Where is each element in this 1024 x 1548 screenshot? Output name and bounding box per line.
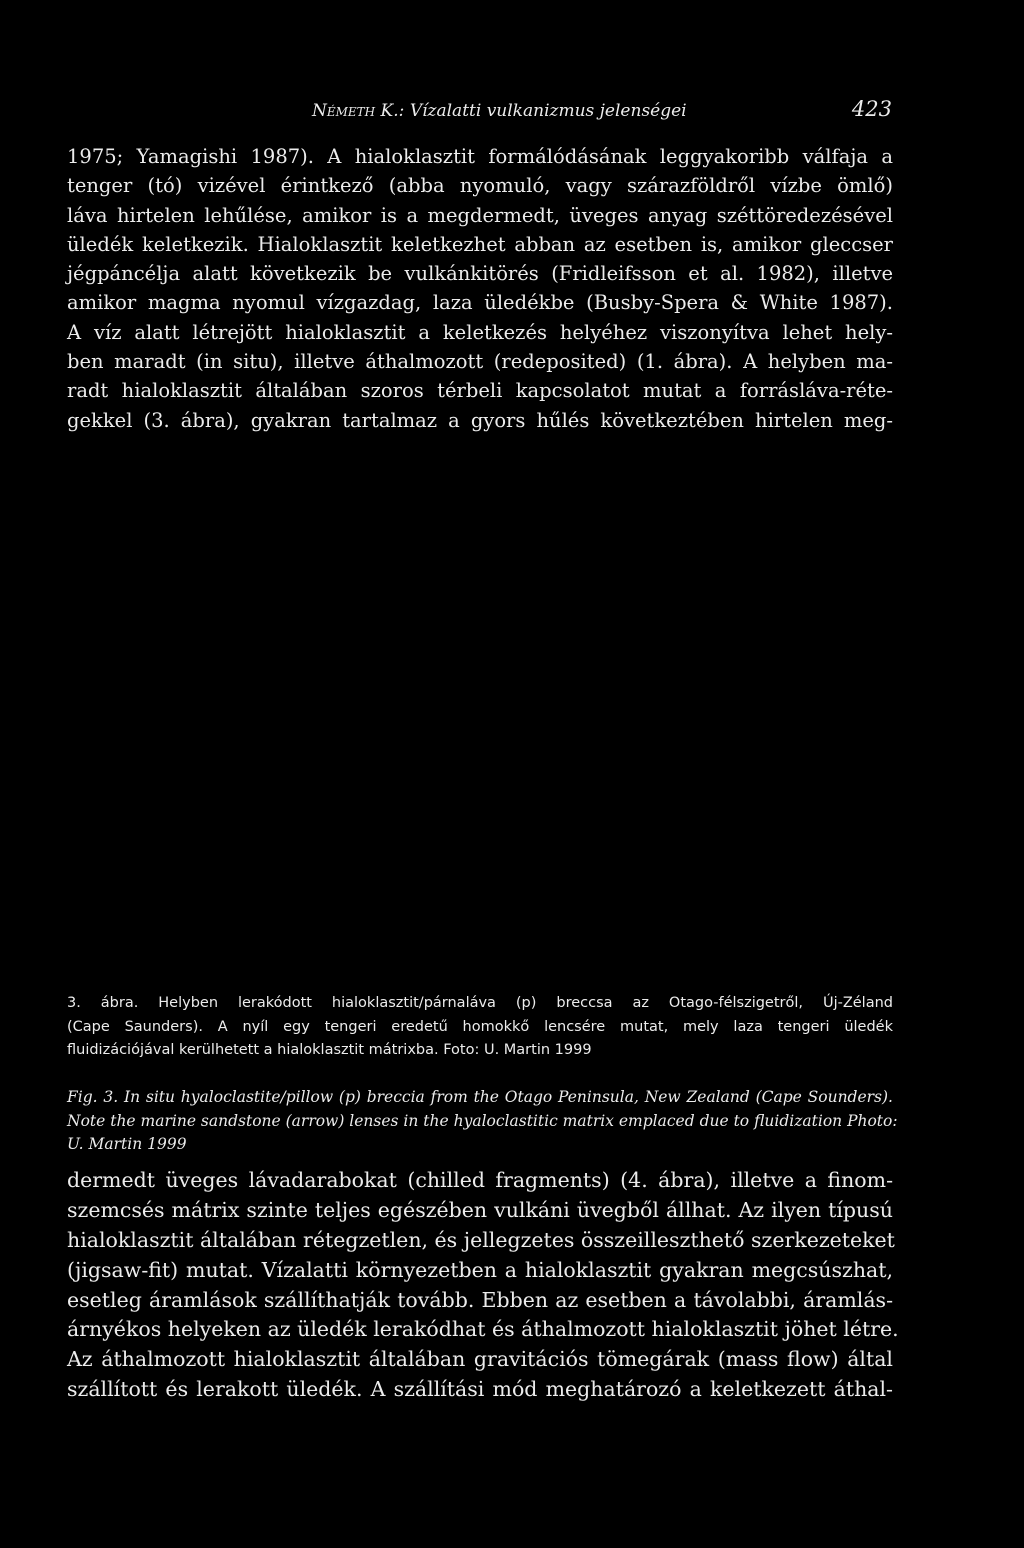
caption-line: (Cape Saunders). A nyíl egy tengeri eredetű homokkő lencsére mutat, mely laza tengeri üledék bbox=[67, 1018, 893, 1035]
text-line: 1975; Yamagishi 1987). A hialoklasztit formálódásának leggyakoribb válfaja a bbox=[67, 145, 893, 168]
caption-line: fluidizációjával kerülhetett a hialoklasztit mátrixba. Foto: U. Martin 1999 bbox=[67, 1042, 592, 1058]
text-line: dermedt üveges lávadarabokat (chilled fragments) (4. ábra), illetve a finom- bbox=[67, 1168, 893, 1192]
figure-caption-english bbox=[67, 1086, 898, 1157]
text-line: szemcsés mátrix szinte teljes egészében vulkáni üvegből állhat. Az ilyen típusú bbox=[67, 1197, 893, 1222]
text-line: szállított és lerakott üledék. A szállítási mód meghatározó a keletkezett áthal- bbox=[67, 1377, 893, 1402]
page-number: 423 bbox=[851, 97, 892, 121]
running-title: Németh K.: Vízalatti vulkanizmus jelenségei bbox=[312, 101, 687, 121]
text-line: jégpáncélja alatt következik be vulkánkitörés (Fridleifsson et al. 1982), illetve bbox=[67, 262, 893, 286]
text-line: ben maradt (in situ), illetve áthalmozott (redeposited) (1. ábra). A helyben ma- bbox=[67, 350, 893, 374]
header-title: Vízalatti vulkanizmus jelenségei bbox=[409, 101, 687, 121]
body-paragraph-2 bbox=[67, 1166, 899, 1405]
text-line: hialoklasztit általában rétegzetlen, és jellegzetes összeilleszthető szerkezeteket bbox=[67, 1227, 895, 1252]
text-line: árnyékos helyeken az üledék lerakódhat és áthalmozott hialoklasztit jöhet létre. bbox=[67, 1317, 899, 1342]
text-line: láva hirtelen lehűlése, amikor is a megdermedt, üveges anyag széttöredezésével bbox=[67, 203, 893, 227]
text-line: gekkel (3. ábra), gyakran tartalmaz a gyors hűlés következtében hirtelen meg- bbox=[67, 408, 893, 432]
figure-caption-hungarian bbox=[67, 992, 893, 1063]
text-line: tenger (tó) vizével érintkező (abba nyomuló, vagy szárazföldről vízbe ömlő) bbox=[67, 174, 893, 198]
body-paragraph-1 bbox=[67, 142, 893, 435]
text-line: Az áthalmozott hialoklasztit általában gravitációs tömegárak (mass flow) által bbox=[67, 1347, 893, 1372]
header-author: Németh K. bbox=[312, 101, 399, 121]
text-line: radt hialoklasztit általában szoros térbeli kapcsolatot mutat a forrásláva-réte- bbox=[67, 379, 893, 403]
running-header bbox=[312, 97, 892, 127]
text-line: amikor magma nyomul vízgazdag, laza üledékbe (Busby-Spera & White 1987). bbox=[67, 291, 893, 315]
caption-line: Fig. 3. In situ hyaloclastite/pillow (p) breccia from the Otago Peninsula, New Zealand (Cape Sounders). bbox=[67, 1088, 893, 1106]
text-line: esetleg áramlások szállíthatják tovább. Ebben az esetben a távolabbi, áramlás- bbox=[67, 1287, 893, 1312]
caption-line: U. Martin 1999 bbox=[67, 1135, 187, 1153]
text-line: A víz alatt létrejött hialoklasztit a keletkezés helyéhez viszonyítva lehet hely- bbox=[67, 320, 893, 344]
text-line: (jigsaw-fit) mutat. Vízalatti környezetben a hialoklasztit gyakran megcsúszhat, bbox=[67, 1257, 893, 1282]
figure-photo-area bbox=[67, 450, 893, 970]
caption-line: Note the marine sandstone (arrow) lenses in the hyaloclastitic matrix emplaced due to fluidization Photo: bbox=[67, 1111, 898, 1130]
text-line: üledék keletkezik. Hialoklasztit keletkezhet abban az esetben is, amikor gleccser bbox=[67, 232, 893, 256]
caption-line: 3. ábra. Helyben lerakódott hialoklasztit/párnaláva (p) breccsa az Otago-félszigetről, Új-Zéland bbox=[67, 995, 893, 1011]
